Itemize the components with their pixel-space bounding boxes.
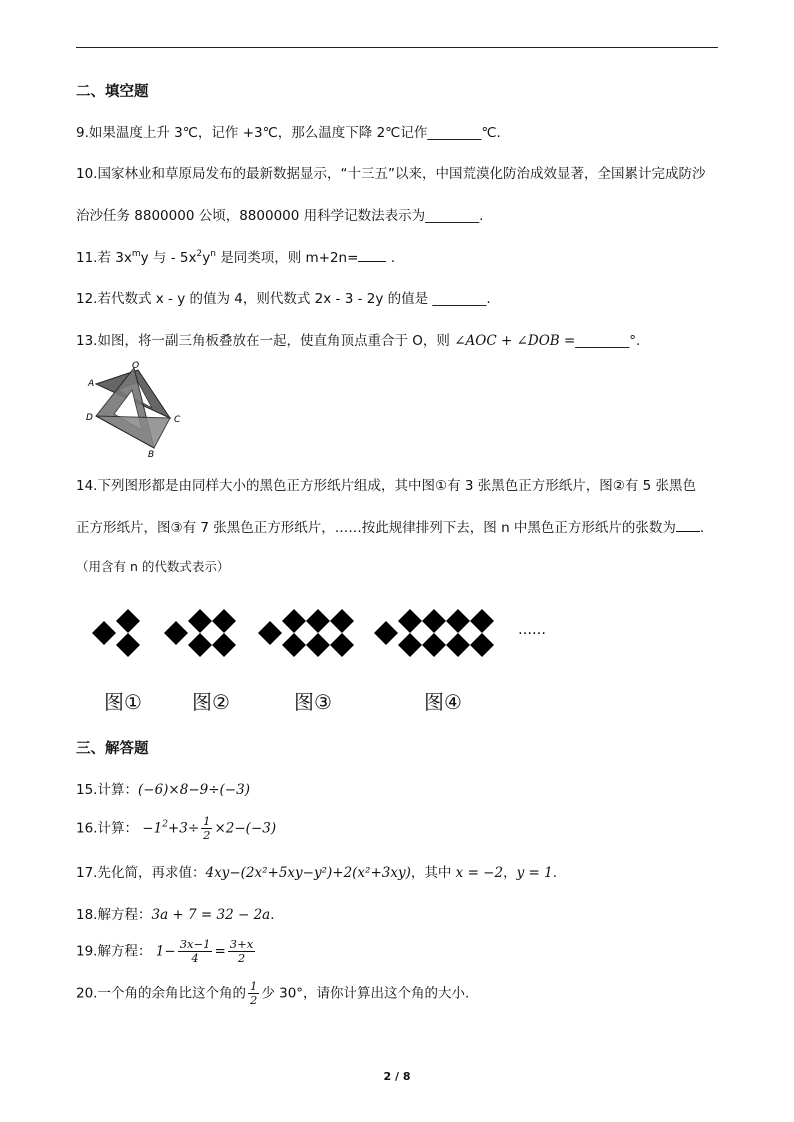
q-number: 12. [76,291,98,307]
fraction-denominator: 4 [191,951,199,965]
triangle-rulers-figure [82,360,192,460]
black-square [282,633,306,657]
fraction-numerator: 3x−1 [179,937,211,951]
q-text: 正方形纸片，图③有 7 张黑色正方形纸片，……按此规律排列下去，图 n 中黑色正方形纸片的张数为 [76,520,676,536]
q-text: 如果温度上升 3℃，记作 +3℃，那么温度下降 2℃记作 [88,125,428,141]
answer-blank: ________ [575,333,630,349]
triangle-ruler-base [96,416,170,448]
question-11 [76,246,395,266]
fraction-numerator: 1 [249,979,258,993]
q-text: . [479,208,484,224]
question-12 [76,287,491,307]
q-text: 下列图形都是由同样大小的黑色正方形纸片组成，其中图①有 3 张黑色正方形纸片，图②有 5 张黑色 [97,478,697,494]
q-number: 17. [76,865,98,881]
q-number: 10. [76,166,98,182]
q-text: . [552,865,558,881]
q-text: 先化简，再求值： [97,865,206,881]
fraction [228,938,255,965]
q-text: y [202,250,211,266]
q-number: 15. [76,782,98,798]
question-19 [76,938,257,965]
fraction-numerator: 3+x [229,937,254,951]
question-14-line1 [76,474,696,494]
black-square [422,633,446,657]
black-square [212,609,236,633]
black-square [470,609,494,633]
section-title-fill-in: 二、填空题 [76,84,149,100]
q-text: 一个角的余角比这个角的 [97,985,246,1002]
q-number: 13. [76,333,98,349]
black-square [398,609,422,633]
black-square [92,621,116,645]
condition-y: y = 1 [516,865,553,881]
math-expression: 1− [155,943,176,960]
black-square [188,633,212,657]
math-expression: 4xy−(2x²+5xy−y²)+2(x²+3xy) [205,865,411,881]
black-square [282,609,306,633]
black-square [398,633,422,657]
question-16 [76,815,276,842]
black-square [164,621,188,645]
q-number: 9. [76,125,89,141]
label-d: D [86,413,93,423]
black-square [188,609,212,633]
page-number: 2 / 8 [383,1070,411,1083]
question-18 [76,903,275,923]
answer-blank: ________ [427,125,482,141]
answer-blank [676,519,700,532]
question-10-line2 [76,204,483,224]
q-number: 20. [76,985,98,1002]
equals-sign: = [214,943,226,960]
black-square [306,633,330,657]
figure-label-4: 图④ [424,690,462,714]
figure-label-1: 图① [104,690,142,714]
question-15 [76,778,250,798]
math-expression: ×2−(−3) [214,820,277,837]
q-text: 治沙任务 8800000 公顷，8800000 用科学记数法表示为 [76,208,426,224]
figure-label-3: 图③ [294,690,332,714]
label-b: B [148,450,155,460]
q-text: 国家林业和草原局发布的最新数据显示，“十三五”以来，中国荒漠化防治成效显著，全国累计完成防沙 [97,166,706,182]
answer-blank: ________ [432,291,487,307]
label-c: C [174,415,181,425]
fraction [178,938,213,965]
exponent: n [210,249,216,259]
black-square [422,609,446,633]
q-number: 11. [76,250,98,266]
black-square [258,621,282,645]
question-17 [76,861,557,881]
q-text: 解方程： [97,943,152,960]
fraction [201,815,212,842]
fraction-numerator: 1 [203,814,211,828]
q-text: . [270,907,275,923]
black-square [374,621,398,645]
label-o: O [132,361,140,371]
fraction [248,980,259,1007]
math-expression: −1 [142,820,163,837]
q-text: ℃. [481,125,501,141]
black-square [306,609,330,633]
q-text: 若代数式 x - y 的值为 4，则代数式 2x - 3 - 2y 的值是 [97,291,433,307]
equation: 3a + 7 = 32 − 2a [151,907,271,923]
question-9 [76,121,501,141]
exponent: 2 [196,249,203,259]
question-20 [76,980,469,1007]
q-text: . [699,520,705,536]
math-expression: +3÷ [167,820,200,837]
fraction-denominator: 2 [203,828,211,842]
q-text: 如图，将一副三角板叠放在一起，使直角顶点重合于 O，则 [97,333,455,349]
black-square [446,609,470,633]
header-rule [76,47,718,48]
q-text: 少 30°，请你计算出这个角的大小. [261,985,470,1002]
black-square [330,609,354,633]
q-text: ，其中 [410,865,456,881]
q-text: 若 3x [97,250,132,266]
q-text: . [486,291,491,307]
black-square [330,633,354,657]
black-square [446,633,470,657]
square-pattern-figure [86,598,566,668]
q-text: ， [503,865,517,881]
figure-label-2: 图② [192,690,230,714]
q-text: 解方程： [97,907,152,923]
angle-expression: ∠AOC + ∠DOB = [454,333,576,349]
black-square [116,609,140,633]
q-number: 18. [76,907,98,923]
label-a: A [88,379,95,389]
question-14-line3: （用含有 n 的代数式表示） [76,559,230,574]
q-text: 是同类项，则 m+2n= [215,250,359,266]
q-text: °. [629,333,641,349]
q-text: 计算： [97,782,138,798]
black-square [470,633,494,657]
q-number: 16. [76,820,98,837]
q-text: . [386,250,396,266]
black-square [116,633,140,657]
fraction-denominator: 2 [249,993,258,1007]
answer-blank: ________ [425,208,480,224]
fraction-denominator: 2 [237,951,246,965]
answer-blank [358,249,386,262]
q-number: 14. [76,478,98,494]
q-text: 计算： [97,820,138,837]
q-text: y 与 - 5x [140,250,197,266]
question-13 [76,329,640,349]
question-14-line2 [76,516,704,536]
condition-x: x = −2 [455,865,504,881]
q-number: 19. [76,943,98,960]
exponent: m [131,249,141,259]
pattern-ellipsis: …… [518,622,546,638]
section-title-solutions: 三、解答题 [76,741,149,757]
black-square [212,633,236,657]
math-expression: (−6)×8−9÷(−3) [137,782,250,798]
exponent: 2 [162,819,168,830]
question-10-line1 [76,162,705,182]
